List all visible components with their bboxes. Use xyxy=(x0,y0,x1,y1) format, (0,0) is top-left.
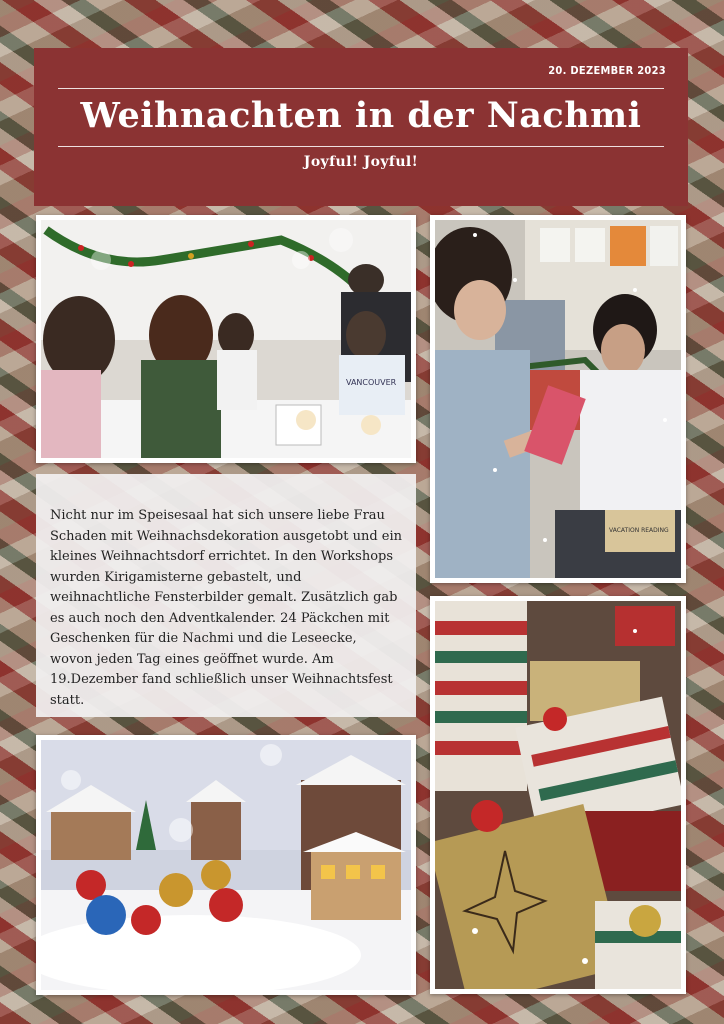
village-image xyxy=(41,740,411,990)
newsletter-subtitle: Joyful! Joyful! xyxy=(303,154,419,170)
photo-christmas-village xyxy=(36,735,416,995)
article-text: Nicht nur im Speisesaal hat sich unsere liebe Frau Schaden mit Weihnachsdekoration ausgetobt und ein kleines Weihnachtsdorf errichtet. In den Workshops wurden Kirigamisterne gebastelt, und weihnachtliche Fensterbilder gemalt. Zusätzlich gab es auch noch den Adventkalender. 24 Päckchen mit Geschenken für die Nachmi und die Leseecke, wovon jeden Tag eines geöffnet wurde. Am 19.Dezember fand schließlich unser Weihnachtsfest statt. xyxy=(36,474,416,717)
dining-hall-image xyxy=(41,220,411,458)
presents-image xyxy=(435,601,681,989)
newsletter-header xyxy=(34,48,688,206)
photo-crafting xyxy=(430,215,686,583)
photo-presents xyxy=(430,596,686,994)
crafting-image xyxy=(435,220,681,578)
photo-dining-hall xyxy=(36,215,416,463)
issue-date: 20. DEZEMBER 2023 xyxy=(548,64,666,77)
newsletter-title: Weihnachten in der Nachmi xyxy=(80,95,642,136)
header-rule-bottom xyxy=(58,146,664,147)
header-rule-top xyxy=(58,88,664,89)
shirt-text: VANCOUVER xyxy=(346,378,397,387)
note-text: VACATION READING xyxy=(609,527,669,534)
